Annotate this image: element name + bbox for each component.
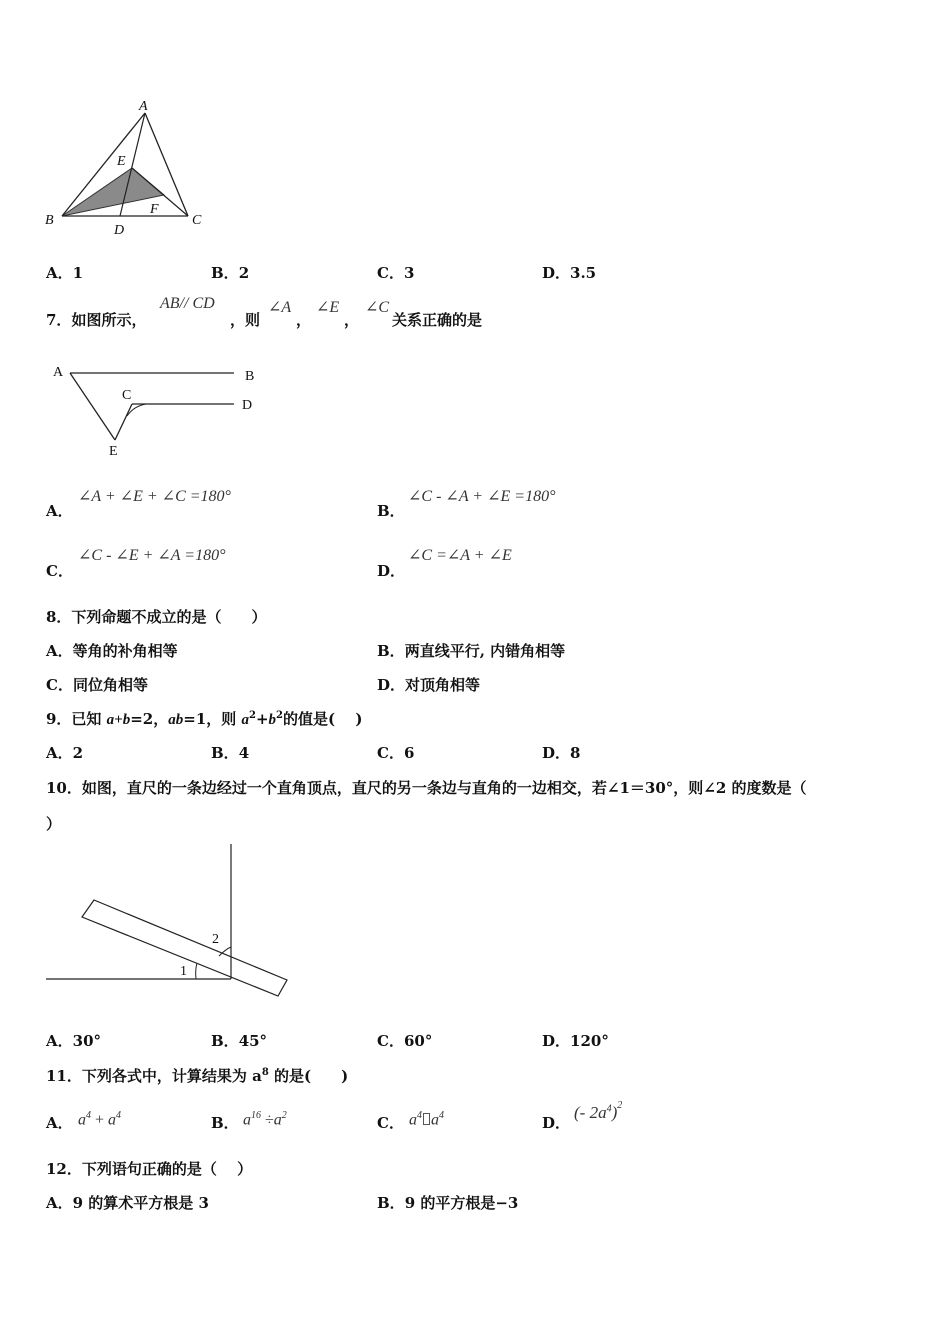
label-c: C [192,213,202,228]
q11-option-c-letter[interactable]: C． [377,1114,404,1132]
label-e: E [109,444,118,459]
option-letter: A． [46,264,73,282]
option-text: 2 [72,744,84,762]
option-text: 9 的算术平方根是 3 [72,1194,209,1212]
q12-option-b[interactable] [377,1192,518,1213]
q9-option-b[interactable] [211,742,249,763]
option-letter: D． [542,1032,571,1050]
label-angle-2: 2 [212,932,219,947]
exponent: 4 [116,1110,122,1121]
operator: ÷ [261,1111,274,1129]
exponent: 2 [276,710,283,721]
shaded-triangle-bef [62,168,164,216]
option-letter: C． [46,676,73,694]
q7-option-c-letter[interactable]: C． [46,562,73,580]
q7-suffix: 关系正确的是 [392,311,483,329]
option-text: 两直线平行, 内错角相等 [404,642,566,660]
option-letter: B． [377,642,405,660]
operator: + [91,1111,109,1129]
base: a [409,1111,417,1129]
stem-text: 9．已知 [46,710,107,728]
option-text: 30° [72,1032,102,1050]
option-text: 3 [403,264,415,282]
option-text: 对顶角相等 [405,676,481,694]
label-angle-1: 1 [180,964,187,979]
option-letter: C． [377,744,404,762]
q7-angle-e: ∠E [316,299,340,316]
label-b: B [45,213,54,228]
q8-option-a[interactable] [46,640,178,661]
exponent: 2 [248,710,256,721]
exponent: 4 [606,1103,612,1115]
q11-option-d-letter[interactable]: D． [542,1114,571,1132]
plus-sign: + [255,710,269,728]
option-text: 8 [570,744,581,762]
q11-option-c-expr [409,1110,444,1129]
var-b: b [268,712,277,728]
option-letter: D． [542,264,571,282]
outer-exponent: 2 [617,1100,623,1111]
q10-option-b[interactable] [211,1030,267,1051]
option-letter: B． [211,744,239,762]
q12-stem: 12．下列语句正确的是（ ） [46,1160,253,1178]
stem-text: =1，则 [183,710,242,728]
q9-stem [46,708,362,729]
label-e: E [117,154,126,169]
q11-option-b-letter[interactable]: B． [211,1114,239,1132]
option-text: 等角的补角相等 [72,642,178,660]
base: a [243,1111,251,1129]
question-number: 7． [46,311,72,329]
q11-stem [46,1065,348,1086]
exponent: 4 [417,1110,422,1121]
exponent: 8 [261,1067,269,1078]
q8-option-d[interactable] [377,674,480,695]
q7-parallel-expr: AB// CD [160,295,215,312]
option-text: 2 [238,264,250,282]
q6-option-c[interactable] [377,262,414,283]
label-d: D [114,223,125,238]
exponent: 16 [251,1110,261,1121]
base: a [108,1111,117,1129]
side-ac [145,113,188,216]
q10-stem-line1: 10．如图，直尺的一条边经过一个直角顶点，直尺的另一条边与直角的一边相交，若∠1＝30°，则∠2 的度数是（ [46,779,807,797]
stem-text: 如图所示， [71,311,147,329]
q11-option-a-expr [78,1110,121,1129]
parallel-lines-figure [48,360,268,460]
option-text: 60° [403,1032,433,1050]
q11-option-d-expr [574,1100,622,1123]
option-text: 1 [72,264,84,282]
option-text: 6 [403,744,415,762]
option-letter: A． [46,1032,73,1050]
q7-sep1: ， [296,311,312,329]
option-text: 45° [238,1032,268,1050]
stem-text: =2， [130,710,169,728]
option-letter: B． [211,264,239,282]
base: a [273,1111,282,1129]
q10-option-c[interactable] [377,1030,432,1051]
q6-option-a[interactable] [46,262,83,283]
option-text: 3.5 [570,264,597,282]
q7-angle-a: ∠A [268,299,292,316]
label-a: A [139,99,148,114]
label-b: B [245,369,255,384]
expression: (- 2a [574,1103,607,1122]
q9-option-c[interactable] [377,742,414,763]
q7-stem [46,309,146,330]
var-a: a [241,712,249,728]
segment-ae [70,373,115,440]
q7-option-a-expr: ∠A + ∠E + ∠C =180° [78,488,231,505]
option-letter: A． [46,642,73,660]
ruler-right-angle-figure [44,842,294,1007]
option-letter: D． [377,676,406,694]
q7-angle-c: ∠C [365,299,390,316]
exponent: 2 [281,1110,287,1121]
label-d: D [242,398,253,413]
q7-sep2: ， [344,311,360,329]
option-letter: D． [542,744,571,762]
q7-option-b-expr: ∠C - ∠A + ∠E =180° [408,488,556,505]
option-text: 同位角相等 [72,676,148,694]
q6-option-d[interactable] [542,262,596,283]
segment-ec [115,404,132,440]
q6-option-b[interactable] [211,262,249,283]
q12-option-a[interactable] [46,1192,209,1213]
q8-option-b[interactable] [377,640,565,661]
stem-text: 的值是( ) [283,710,363,728]
q8-stem: 8．下列命题不成立的是（ ） [46,608,267,626]
condition-sum: a+b [106,712,131,728]
option-letter: A． [46,1194,73,1212]
triangle-figure [40,95,220,240]
exponent: 4 [439,1110,444,1121]
exponent: 4 [86,1110,91,1121]
q7-option-d-expr: ∠C =∠A + ∠E [408,547,512,564]
q9-option-a[interactable] [46,742,83,763]
angle-1-arc [196,963,197,979]
option-letter: A． [46,744,73,762]
option-letter: B． [211,1032,239,1050]
q10-option-a[interactable] [46,1030,101,1051]
q8-option-c[interactable] [46,674,148,695]
label-a: A [53,365,64,380]
option-letter: C． [377,1032,404,1050]
q10-option-d[interactable] [542,1030,609,1051]
label-f: F [150,202,159,217]
option-letter: B． [377,1194,405,1212]
condition-product: ab [168,712,184,728]
option-text: 120° [570,1032,609,1050]
q10-stem-line2: ） [46,815,62,833]
option-letter: C． [377,264,404,282]
option-text: 4 [238,744,250,762]
q11-option-b-expr [243,1110,287,1129]
q9-option-d[interactable] [542,742,580,763]
q7-option-c-expr: ∠C - ∠E + ∠A =180° [78,547,226,564]
q7-then: ，则 [230,311,261,329]
q7-option-d-letter[interactable]: D． [377,562,406,580]
q7-option-b-letter[interactable]: B． [377,502,405,520]
q7-option-a-letter[interactable]: A． [46,502,73,520]
option-text: 9 的平方根是−3 [404,1194,519,1212]
label-c: C [122,388,132,403]
base: a [431,1111,439,1129]
ruler [82,900,287,996]
base: a [78,1111,86,1129]
stem-text: 的是( ) [268,1067,349,1085]
stem-text: 11．下列各式中，计算结果为 a [46,1067,262,1085]
q11-option-a-letter[interactable]: A． [46,1114,73,1132]
product-box [423,1113,430,1125]
close-paren: ) [611,1103,618,1122]
